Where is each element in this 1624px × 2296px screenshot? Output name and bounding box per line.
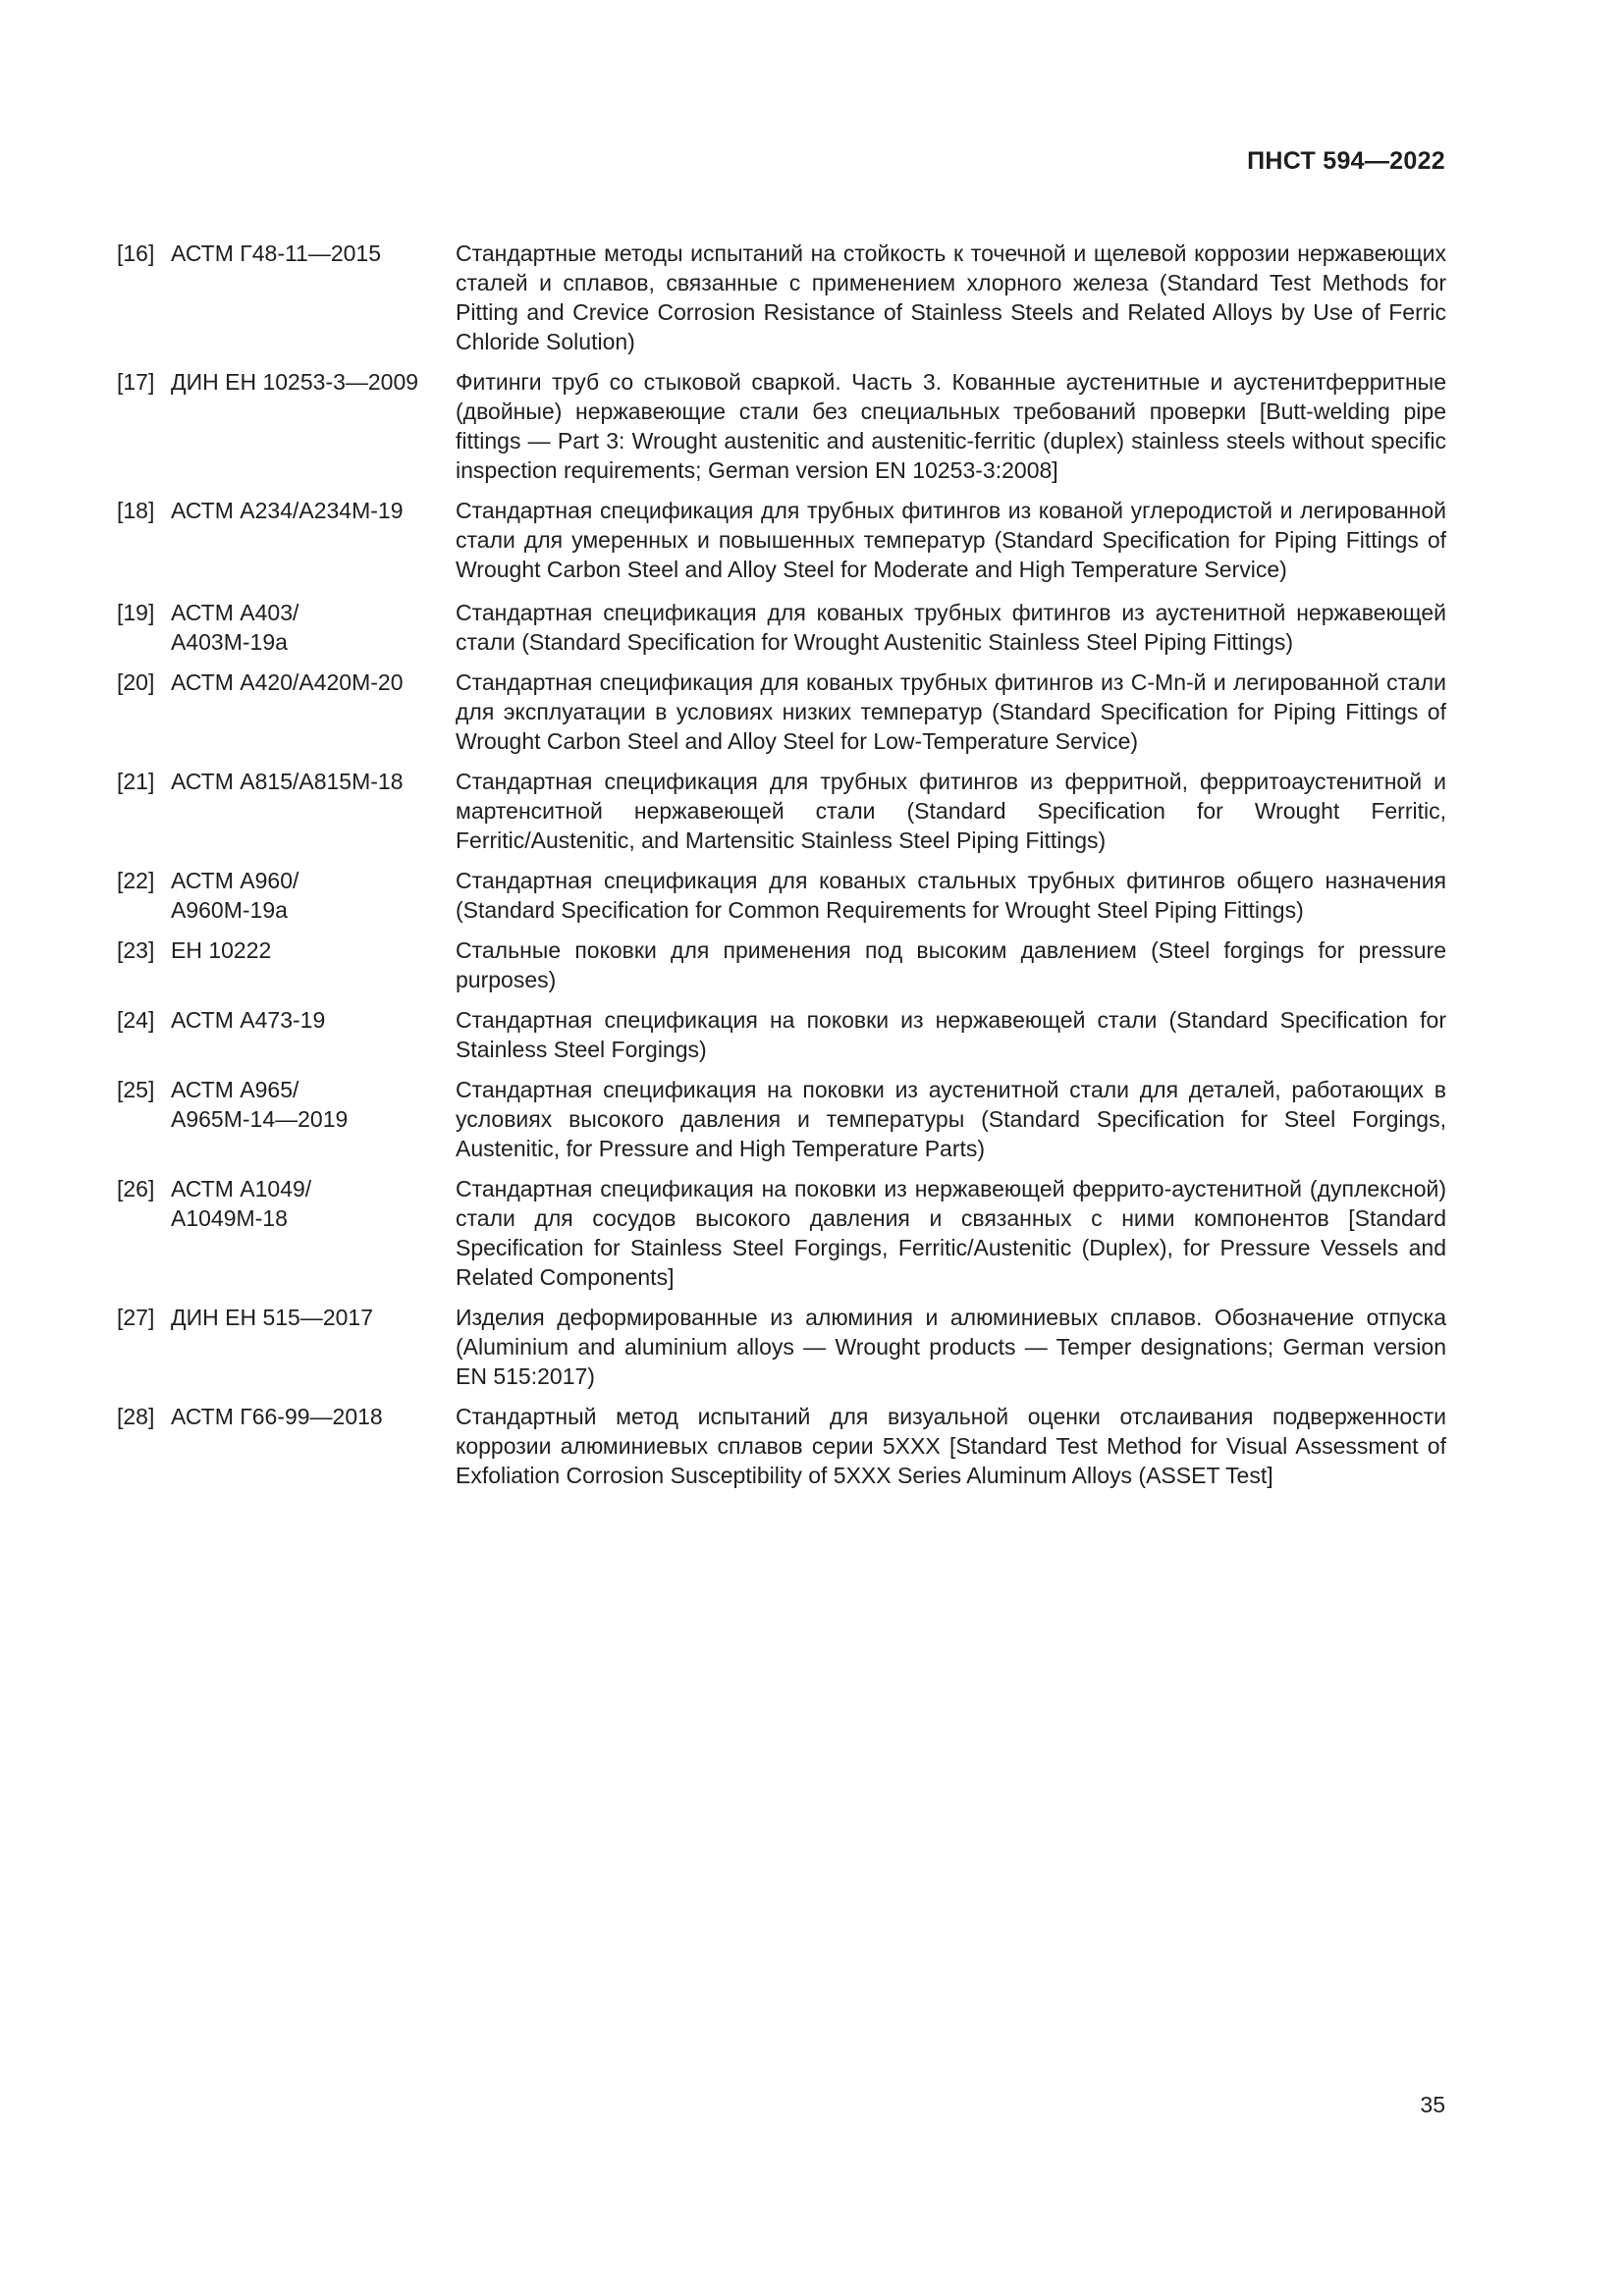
- reference-code: АСТМ Г66-99—2018: [171, 1404, 383, 1429]
- reference-27: [117, 1303, 1446, 1391]
- reference-number: [16]: [117, 240, 155, 266]
- reference-code: ЕН 10222: [171, 937, 272, 963]
- reference-title: Стандартная спецификация на поковки из аустенитной стали для деталей, работающих в условиях высокого давления и температуры (Standard Specification for Steel Forgings, Austenitic, for Pressure and High Temperature Parts): [456, 1077, 1446, 1161]
- reference-number: [25]: [117, 1077, 155, 1102]
- reference-title: Стандартная спецификация для кованых стальных трубных фитингов общего назначения (Standard Specification for Common Requirements for Wrought Steel Piping Fittings): [456, 868, 1446, 923]
- reference-title: Стальные поковки для применения под высоким давлением (Steel forgings for pressure purposes): [456, 937, 1446, 992]
- reference-number: [22]: [117, 868, 155, 893]
- reference-title: Стандартная спецификация для трубных фитингов из ферритной, ферритоаустенитной и мартенситной нержавеющей стали (Standard Specification for Wrought Ferritic, Ferritic/Austenitic, and Martensitic Stainless Steel Piping Fittings): [456, 769, 1446, 853]
- reference-code: АСТМ А420/А420М-20: [171, 669, 404, 695]
- reference-code: АСТМ А815/А815М-18: [171, 769, 404, 794]
- reference-23: [117, 935, 1446, 994]
- reference-code: ДИН ЕН 10253-3—2009: [171, 369, 419, 395]
- reference-title: Стандартные методы испытаний на стойкость к точечной и щелевой коррозии нержавеющих сталей и сплавов, связанные с применением хлорного железа (Standard Test Methods for Pitting and Crevice Corrosion Resistance of Stainless Steels and Related Alloys by Use of Ferric Chloride Solution): [456, 240, 1446, 354]
- reference-code: АСТМ А473-19: [171, 1007, 326, 1033]
- reference-24: [117, 1005, 1446, 1064]
- reference-16: [117, 239, 1446, 356]
- reference-title: Фитинги труб со стыковой сваркой. Часть 3. Кованные аустенитные и аустенитферритные (двойные) нержавеющие стали без специальных требований проверки [Butt-welding pipe fittings — Part 3: Wrought austenitic and austenitic-ferritic (duplex) stainless steels without specific inspection requirements; German version EN 10253-3:2008]: [456, 369, 1446, 483]
- reference-number: [26]: [117, 1176, 155, 1201]
- reference-code: АСТМ А965/ А965М-14—2019: [171, 1077, 349, 1132]
- reference-26: [117, 1174, 1446, 1292]
- reference-code: АСТМ А1049/ А1049М-18: [171, 1176, 312, 1231]
- reference-title: Стандартный метод испытаний для визуальной оценки отслаивания подверженности коррозии алюминиевых сплавов серии 5ХХХ [Standard Test Method for Visual Assessment of Exfoliation Corrosion Susceptibility of 5XXX Series Aluminum Alloys (ASSET Test]: [456, 1404, 1446, 1488]
- reference-22: [117, 866, 1446, 925]
- reference-number: [24]: [117, 1007, 155, 1033]
- reference-28: [117, 1402, 1446, 1490]
- reference-18: [117, 496, 1446, 584]
- reference-number: [28]: [117, 1404, 155, 1429]
- reference-number: [23]: [117, 937, 155, 963]
- reference-19: [117, 598, 1446, 657]
- reference-title: Изделия деформированные из алюминия и алюминиевых сплавов. Обозначение отпуска (Aluminium and aluminium alloys — Wrought products — Temper designations; German version EN 515:2017): [456, 1305, 1446, 1389]
- reference-code: ДИН ЕН 515—2017: [171, 1305, 373, 1330]
- reference-number: [18]: [117, 498, 155, 523]
- reference-21: [117, 767, 1446, 855]
- reference-number: [20]: [117, 669, 155, 695]
- reference-code: АСТМ Г48-11—2015: [171, 240, 382, 266]
- reference-20: [117, 667, 1446, 756]
- reference-title: Стандартная спецификация на поковки из нержавеющей стали (Standard Specification for Stainless Steel Forgings): [456, 1007, 1446, 1062]
- reference-title: Стандартная спецификация для кованых трубных фитингов из аустенитной нержавеющей стали (Standard Specification for Wrought Austenitic Stainless Steel Piping Fittings): [456, 600, 1446, 655]
- reference-title: Стандартная спецификация для трубных фитингов из кованой углеродистой и легированной стали для умеренных и повышенных температур (Standard Specification for Piping Fittings of Wrought Carbon Steel and Alloy Steel for Moderate and High Temperature Service): [456, 498, 1446, 582]
- reference-title: Стандартная спецификация на поковки из нержавеющей феррито-аустенитной (дуплексной) стали для сосудов высокого давления и связанных с ними компонентов [Standard Specification for Stainless Steel Forgings, Ferritic/Austenitic (Duplex), for Pressure Vessels and Related Components]: [456, 1176, 1446, 1290]
- reference-title: Стандартная спецификация для кованых трубных фитингов из С-Mn-й и легированной стали для эксплуатации в условиях низких температур (Standard Specification for Piping Fittings of Wrought Carbon Steel and Alloy Steel for Low-Temperature Service): [456, 669, 1446, 754]
- document-code: ПНСТ 594—2022: [1247, 147, 1445, 175]
- reference-code: АСТМ А403/ А403М-19а: [171, 600, 299, 655]
- bibliography-list: [117, 239, 1446, 1501]
- reference-code: АСТМ А234/А234М-19: [171, 498, 404, 523]
- reference-code: АСТМ А960/ А960М-19а: [171, 868, 299, 923]
- reference-number: [17]: [117, 369, 155, 395]
- reference-25: [117, 1075, 1446, 1163]
- reference-number: [21]: [117, 769, 155, 794]
- reference-number: [27]: [117, 1305, 155, 1330]
- page-number: 35: [1420, 2092, 1445, 2117]
- reference-17: [117, 367, 1446, 485]
- reference-number: [19]: [117, 600, 155, 625]
